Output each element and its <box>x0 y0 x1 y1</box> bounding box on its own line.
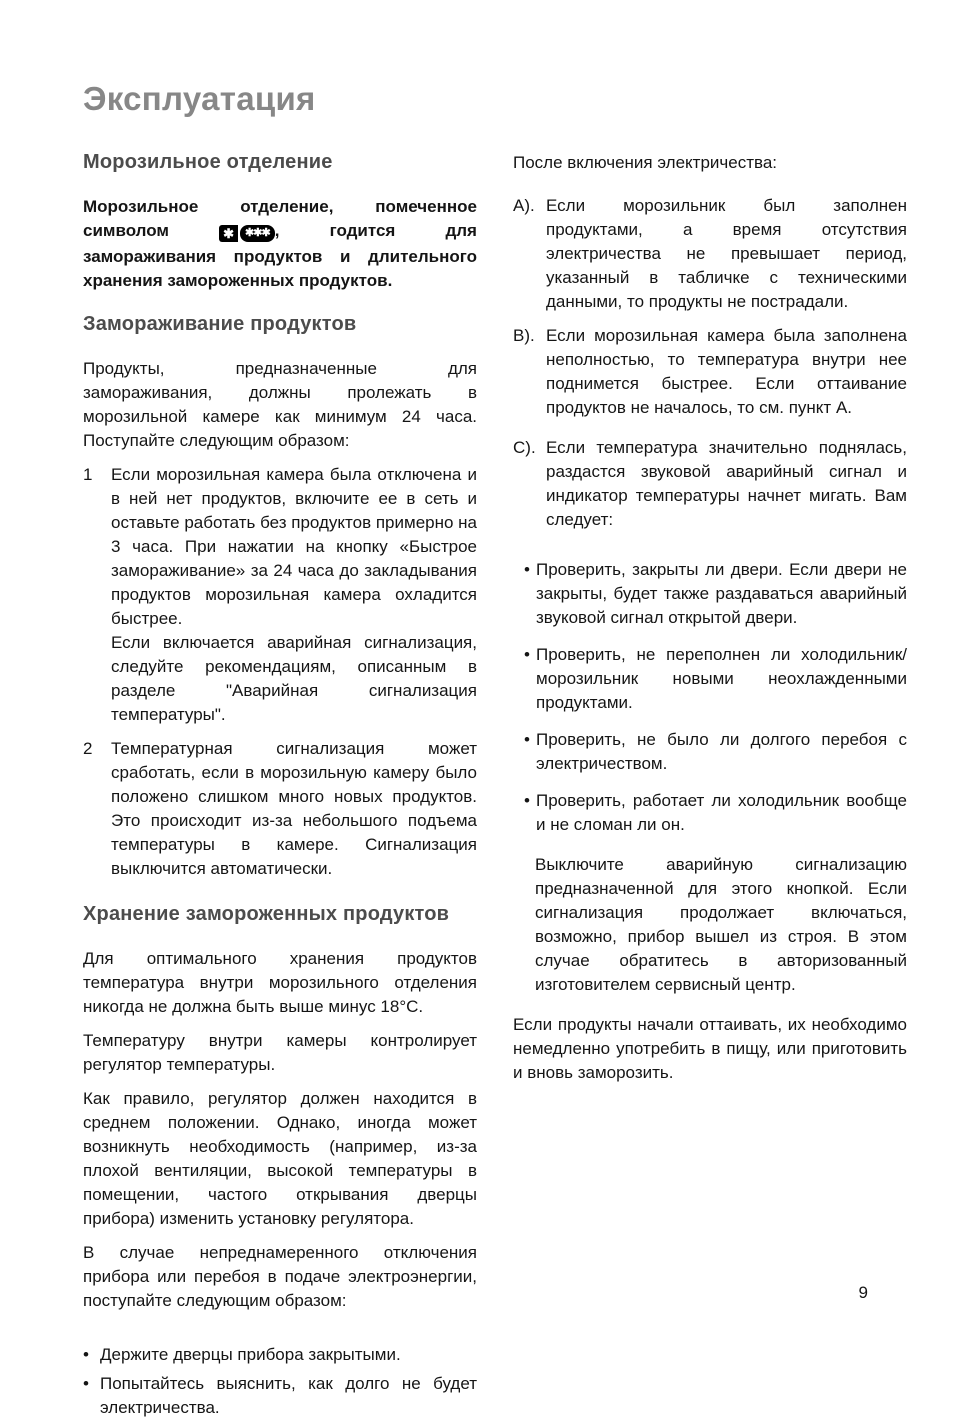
freezer-intro-prefix: Морозильное отделение, помеченное символом <box>83 197 477 240</box>
thawed-products-paragraph: Если продукты начали оттаивать, их необходимо немедленно употребить в пищу, или приготовить и вновь заморозить. <box>513 1015 907 1082</box>
storage-paragraph-2: Температуру внутри камеры контролирует регулятор температуры. <box>83 1031 477 1074</box>
heading-freezer-compartment: Морозильное отделение <box>83 151 333 173</box>
bullet-text: Проверить, не было ли долгого перебоя с электричеством. <box>536 730 907 773</box>
page-title: Эксплуатация <box>83 80 316 117</box>
item-number: 2 <box>83 739 93 758</box>
numbered-item-1 <box>83 463 477 727</box>
paragraph: Температурная сигнализация может сработать, если в морозильную камеру было положено слишком много новых продуктов. Это происходит из-за небольшого подъема температуры в камере. Сигнализация выключится автоматически. <box>111 739 477 878</box>
bullet-text: Проверить, работает ли холодильник вообще и не сломан ли он. <box>536 791 907 834</box>
item-number: 1 <box>83 465 93 484</box>
bullet-item <box>524 789 907 837</box>
bullet-marker: • <box>83 1374 89 1393</box>
page-content <box>83 80 907 1425</box>
bullet-marker: • <box>83 1345 89 1364</box>
two-column-layout <box>83 151 907 1425</box>
paragraph: Если морозильная камера была отключена и в ней нет продуктов, включите ее в сеть и оставьте работать без продуктов примерно на 3 часа. При нажатии на кнопку «Быстрое замораживание» за 24 часа до закладывания продуктов морозильная камера охладится быстрее. <box>111 465 478 628</box>
bullet-item <box>524 558 907 630</box>
right-bullet-list <box>524 558 907 837</box>
numbered-item-2 <box>83 737 477 881</box>
power-restored-intro: После включения электричества: <box>513 153 778 172</box>
lettered-item-b <box>513 324 907 420</box>
three-stars-icon: ✱✱✱ <box>240 225 275 242</box>
paragraph: Если включается аварийная сигнализация, следуйте рекомендациям, описанным в разделе "Аварийная сигнализация температуры". <box>111 633 477 724</box>
bullet-item <box>83 1343 477 1367</box>
lettered-item-a <box>513 194 907 314</box>
item-letter: С). <box>513 438 536 457</box>
bullet-marker: • <box>524 791 530 810</box>
item-letter: В). <box>513 326 535 345</box>
bullet-marker: • <box>524 645 530 664</box>
bullet-marker: • <box>524 560 530 579</box>
lettered-item-c <box>513 436 907 532</box>
right-column <box>513 151 907 1425</box>
storage-paragraph-3: Как правило, регулятор должен находится в среднем положении. Однако, иногда может возникнуть необходимость (например, из-за плохой вентиляции, высокой температуры в помещении, частого открывания дверцы прибора) изменить установку регулятора. <box>83 1089 477 1228</box>
numbered-item-text <box>111 463 477 727</box>
storage-paragraph-1: Для оптимального хранения продуктов температура внутри морозильного отделения никогда не должна быть выше минус 18°С. <box>83 949 477 1016</box>
numbered-item-text <box>111 737 477 881</box>
storage-paragraph-4: В случае непреднамеренного отключения прибора или перебоя в подаче электроэнергии, поступайте следующим образом: <box>83 1243 477 1310</box>
one-star-icon: ✱ <box>219 225 238 242</box>
alarm-off-paragraph: Выключите аварийную сигнализацию предназначенной для этого кнопкой. Если сигнализация продолжает включаться, возможно, прибор вышел из строя. В этом случае обратитесь в авторизованный изготовителем сервисный центр. <box>535 855 907 994</box>
item-letter: А). <box>513 196 535 215</box>
bullet-text: Держите дверцы прибора закрытыми. <box>100 1345 401 1364</box>
page-number: 9 <box>858 1283 868 1302</box>
bullet-item <box>83 1372 477 1420</box>
lettered-item-text: Если морозильник был заполнен продуктами, а время отсутствия электричества не превышает период, указанный в табличке с техническими данными, то продукты не пострадали. <box>546 196 907 311</box>
lettered-item-text: Если морозильная камера была заполнена неполностью, то температура внутри нее поднимется быстрее. Если оттаивание продуктов не началось, то см. пункт А. <box>546 326 907 417</box>
bullet-text: Проверить, не переполнен ли холодильник/морозильник новыми неохлажденными продуктами. <box>536 645 907 712</box>
freezing-intro-paragraph: Продукты, предназначенные для замораживания, должны пролежать в морозильной камере как минимум 24 часа. Поступайте следующим образом: <box>83 359 477 450</box>
lettered-item-text: Если температура значительно поднялась, раздастся звуковой аварийный сигнал и индикатор температуры начнет мигать. Вам следует: <box>546 438 907 529</box>
freezer-intro-suffix: , годится для замораживания продуктов и длительного хранения замороженных продуктов. <box>83 221 477 290</box>
bullet-item <box>524 643 907 715</box>
left-bullet-list <box>83 1343 477 1420</box>
left-column <box>83 151 477 1425</box>
heading-storing-frozen-products: Хранение замороженных продуктов <box>83 903 450 925</box>
bullet-marker: • <box>524 730 530 749</box>
freezer-intro-paragraph <box>83 195 477 293</box>
freezer-4star-symbol-icon <box>219 221 275 245</box>
heading-freezing-products: Замораживание продуктов <box>83 313 357 335</box>
bullet-text: Попытайтесь выяснить, как долго не будет электричества. <box>100 1374 477 1417</box>
bullet-item <box>524 728 907 776</box>
bullet-text: Проверить, закрыты ли двери. Если двери не закрыты, будет также раздаваться аварийный звуковой сигнал открытой двери. <box>536 560 907 627</box>
